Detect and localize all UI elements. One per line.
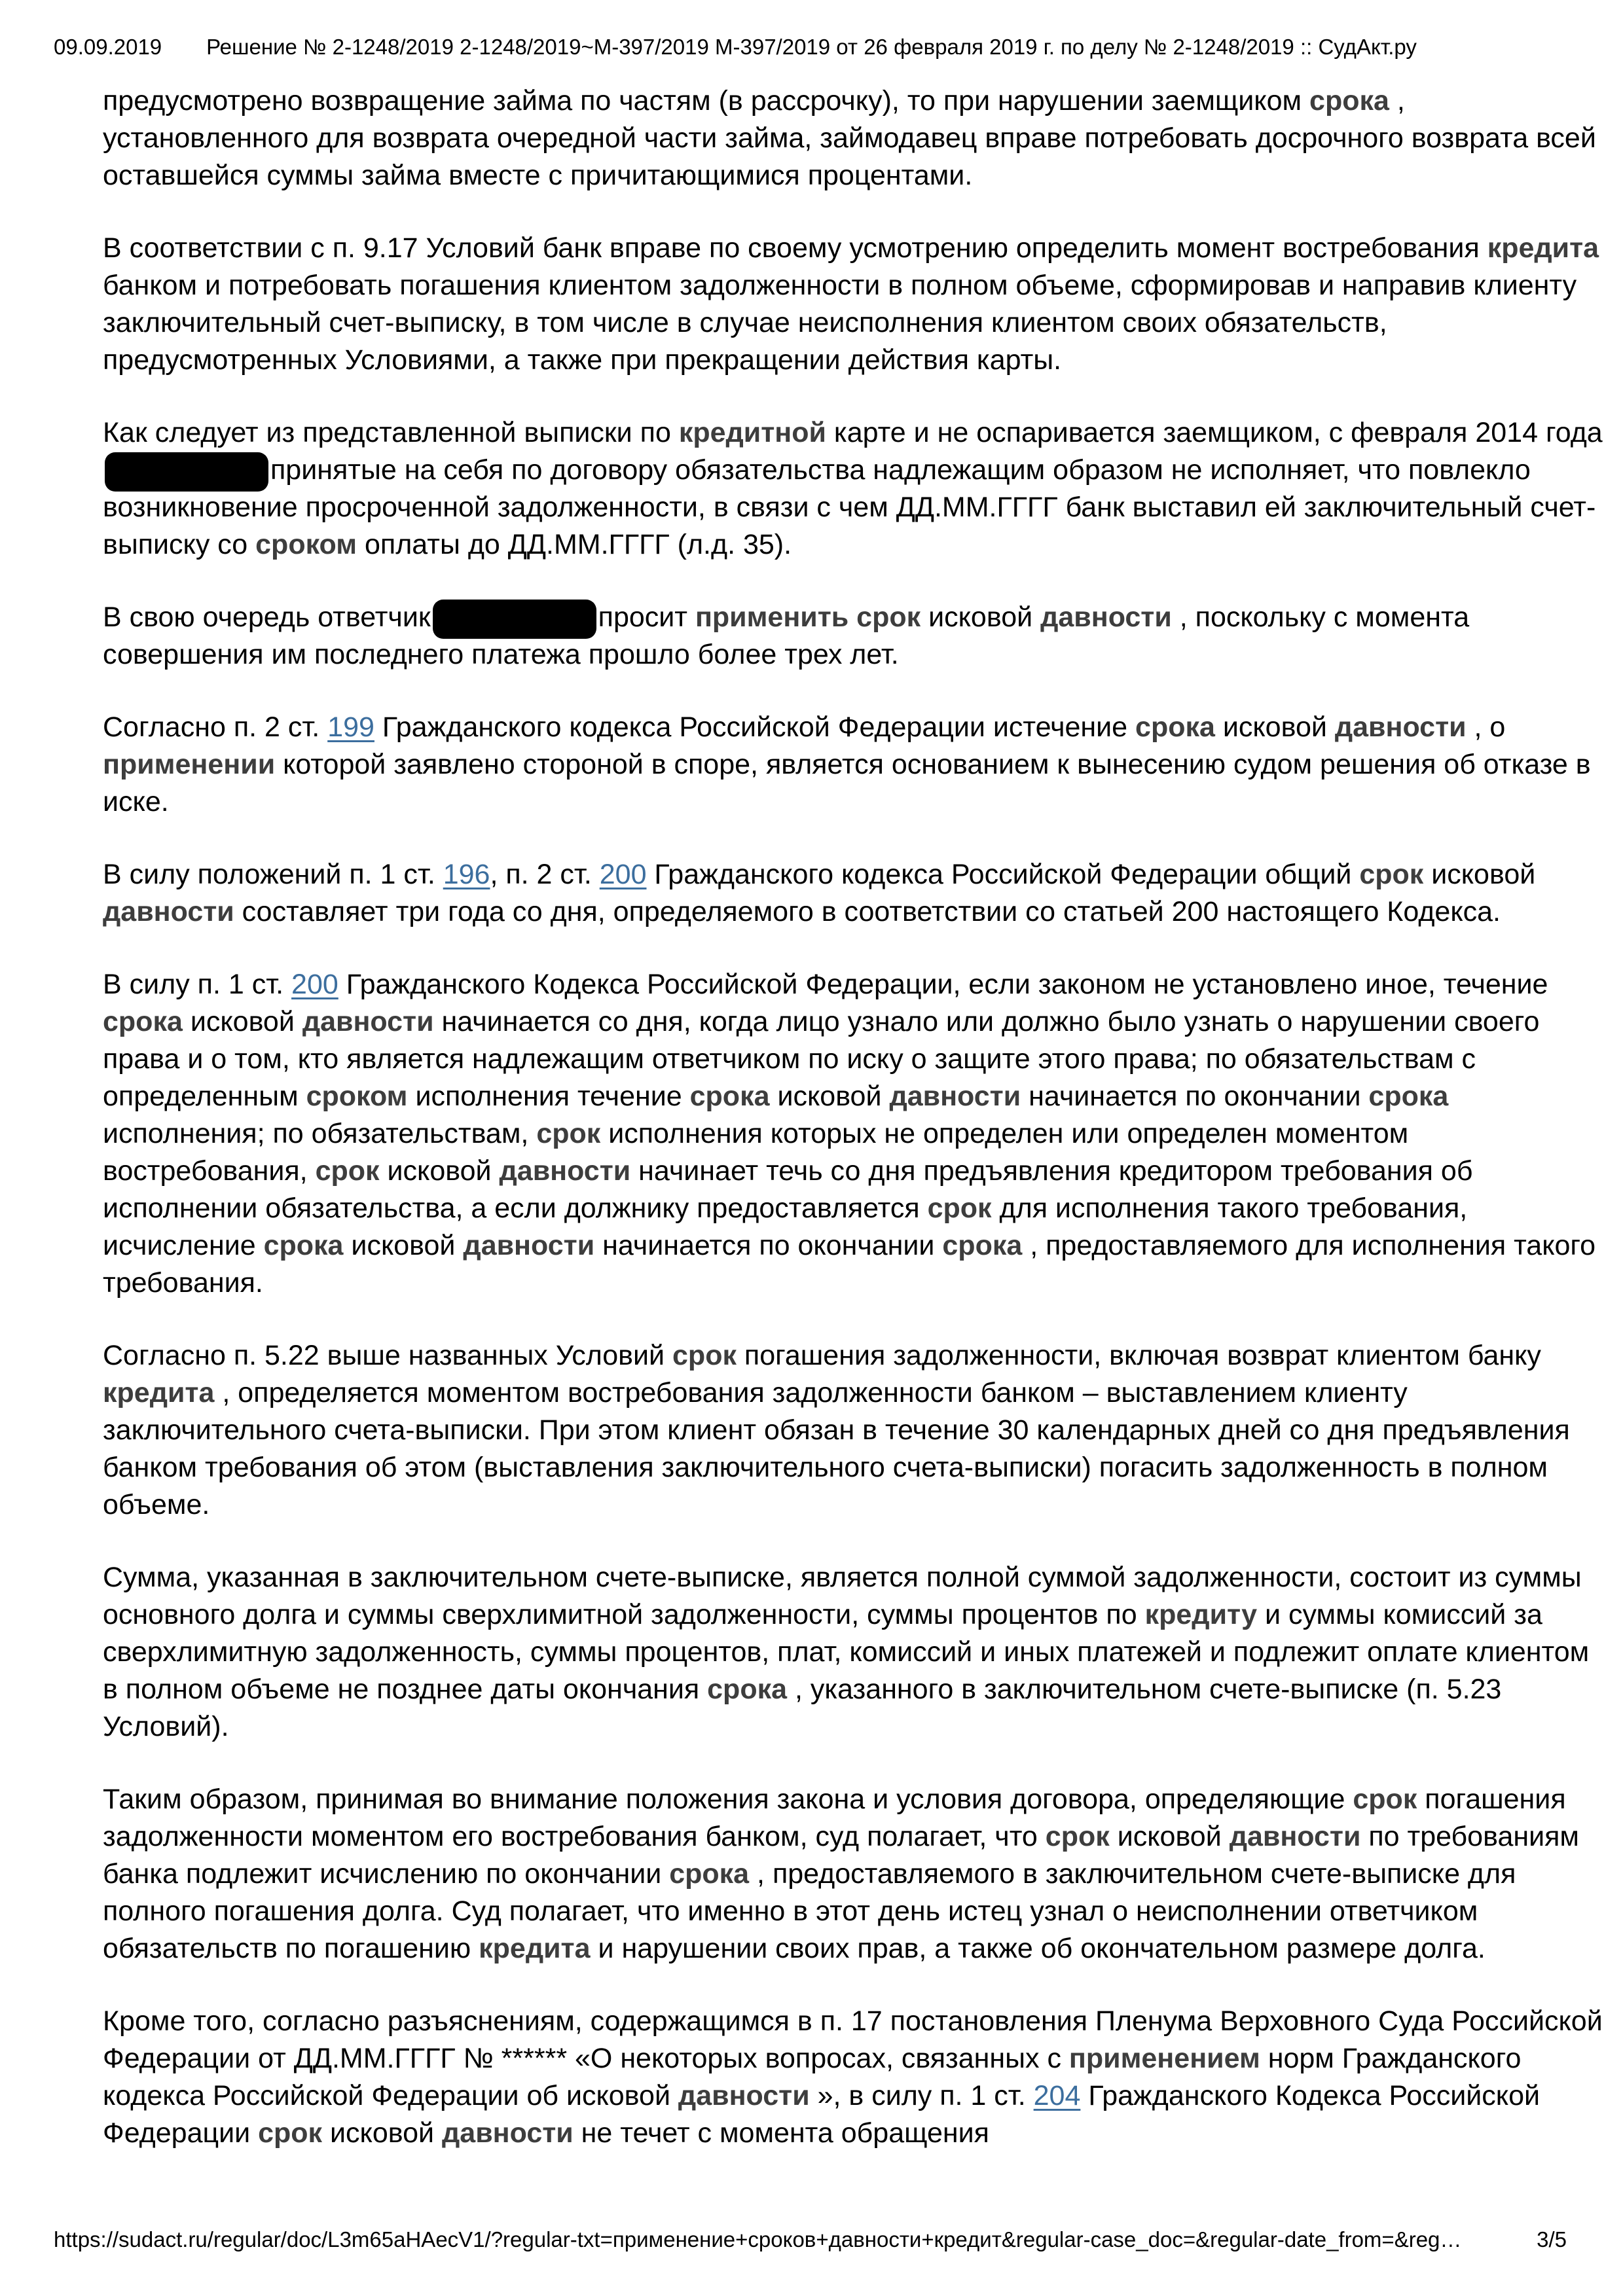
highlighted-term: срок <box>258 2117 323 2149</box>
highlighted-term: применении <box>103 749 276 780</box>
highlighted-term: срок <box>1353 1784 1417 1815</box>
highlighted-term: срок <box>1045 1821 1110 1852</box>
highlighted-term: кредитной <box>678 417 826 448</box>
highlighted-term: давности <box>103 896 234 927</box>
highlighted-term: срока <box>669 1858 750 1890</box>
text-run: исполнения течение <box>407 1081 690 1112</box>
text-run: банком и потребовать погашения клиентом задолженности в полном объеме, сформировав и направив клиенту заключительный счет-выписку, в том числе в случае неисполнения клиентом своих обязательств, предусмотренных Условиями, а также при прекращении действия карты. <box>103 270 1577 376</box>
document-body <box>103 82 1603 2187</box>
highlighted-term: давности <box>889 1081 1021 1112</box>
text-run: просит <box>598 601 695 633</box>
paragraph <box>103 1781 1603 1967</box>
text-run: для исполнения такого требования, исчисление <box>103 1193 1468 1261</box>
print-date: 09.09.2019 <box>54 35 162 59</box>
highlighted-term: срока <box>1135 711 1215 743</box>
highlighted-term: срока <box>942 1230 1023 1261</box>
text-run: исковой <box>769 1081 890 1112</box>
text-run: исковой <box>182 1006 302 1037</box>
text-run: , установленного для возврата очередной части займа, займодавец вправе потребовать досрочного возврата всей оставшейся суммы займа вместе с причитающимися процентами. <box>103 85 1596 191</box>
text-run: начинается по окончании <box>594 1230 943 1261</box>
highlighted-term: применением <box>1068 2043 1260 2074</box>
text-run: В силу п. 1 ст. <box>103 969 292 1000</box>
text-run: и суммы комиссий за сверхлимитную задолженность, суммы процентов, плат, комиссий и иных платежей и подлежит оплате клиентом в полном объеме не позднее даты окончания <box>103 1599 1590 1705</box>
text-run: Гражданского Кодекса Российской Федерации, если законом не установлено иное, течение <box>338 969 1548 1000</box>
highlighted-term: срок <box>536 1118 601 1149</box>
text-run: исковой <box>1214 711 1335 743</box>
text-run: Сумма, указанная в заключительном счете-выписке, является полной суммой задолженности, состоит из суммы основного долга и суммы сверхлимитной задолженности, суммы процентов по <box>103 1562 1582 1630</box>
text-run: Как следует из представленной выписки по <box>103 417 679 448</box>
highlighted-term: давности <box>499 1155 631 1187</box>
text-run: В соответствии с п. 9.17 Условий банк вправе по своему усмотрению определить момент востребования <box>103 232 1487 264</box>
text-run: В свою очередь ответчик <box>103 601 431 633</box>
highlighted-term: давности <box>678 2080 810 2111</box>
text-run: исполнения; по обязательствам, <box>103 1118 537 1149</box>
text-run: Гражданского Кодекса Российской Федерации <box>103 2080 1541 2149</box>
text-run: не течет с момента обращения <box>573 2117 989 2149</box>
highlighted-term: кредита <box>103 1377 215 1408</box>
highlighted-term: давности <box>463 1230 595 1261</box>
page-indicator: 3/5 <box>1537 2227 1567 2251</box>
paragraph <box>103 2003 1603 2152</box>
text-run: Согласно п. 2 ст. <box>103 711 328 743</box>
highlighted-term: срока <box>707 1674 788 1705</box>
text-run: , п. 2 ст. <box>490 859 600 890</box>
text-run: которой заявлено стороной в споре, является основанием к вынесению судом решения об отказе в иске. <box>103 749 1591 817</box>
article-link[interactable]: 204 <box>1033 2080 1081 2111</box>
footer-url: https://sudact.ru/regular/doc/L3m65aHAecV1/?regular-txt=применение+сроков+давности+кредит&regular-case_doc=&regular-date_from=&reg… <box>54 2227 1462 2251</box>
paragraph <box>103 856 1603 931</box>
highlighted-term: давности <box>1229 1821 1361 1852</box>
text-run: норм Гражданского кодекса Российской Федерации об исковой <box>103 2043 1522 2111</box>
text-run: исковой <box>1423 859 1536 890</box>
highlighted-term: срока <box>1309 85 1389 117</box>
text-run: исполнения которых не определен или определен моментом востребования, <box>103 1118 1409 1187</box>
text-run: , определяется моментом востребования задолженности банком – выставлением клиенту заключительного счета-выписки. При этом клиент обязан в течение 30 календарных дней со дня предъявления банком требования об этом (выставления заключительного счета-выписки) погасить задолженность в полном объеме. <box>103 1377 1570 1520</box>
highlighted-term: сроком <box>255 529 357 560</box>
text-run: , указанного в заключительном счете-выписке (п. 5.23 Условий). <box>103 1674 1502 1742</box>
highlighted-term: срок <box>315 1155 380 1187</box>
text-run: Гражданского кодекса Российской Федерации истечение <box>374 711 1136 743</box>
text-run: », в силу п. 1 ст. <box>809 2080 1034 2111</box>
text-run: , предоставляемого в заключительном счете-выписке для полного погашения долга. Суд полагает, что именно в этот день истец узнал о неисполнении ответчиком обязательств по погашению <box>103 1858 1516 1964</box>
article-link[interactable]: 199 <box>327 711 374 743</box>
redaction-box <box>433 600 596 639</box>
text-run: начинает течь со дня предъявления кредитором требования об исполнении обязательства, а если должнику предоставляется <box>103 1155 1473 1224</box>
print-footer <box>0 2224 1623 2255</box>
text-run: исковой <box>379 1155 500 1187</box>
text-run: начинается по окончании <box>1021 1081 1369 1112</box>
highlighted-term: срока <box>263 1230 344 1261</box>
highlighted-term: срок <box>1359 859 1424 890</box>
text-run: В силу положений п. 1 ст. <box>103 859 443 890</box>
highlighted-term: давности <box>302 1006 434 1037</box>
text-run: карте и не оспаривается заемщиком, с февраля 2014 года <box>826 417 1603 448</box>
text-run: исковой <box>322 2117 442 2149</box>
text-run: предусмотрено возвращение займа по частям (в рассрочку), то при нарушении заемщиком <box>103 85 1310 117</box>
text-run: погашения задолженности моментом его востребования банком, суд полагает, что <box>103 1784 1566 1852</box>
highlighted-term: срок <box>672 1340 737 1371</box>
highlighted-term: давности <box>1040 601 1172 633</box>
print-header <box>0 31 1623 63</box>
text-run: , поскольку с момента совершения им последнего платежа прошло более трех лет. <box>103 601 1470 670</box>
paragraph <box>103 966 1603 1302</box>
text-run: составляет три года со дня, определяемого в соответствии со статьей 200 настоящего Кодекса. <box>234 896 1501 927</box>
text-run: Согласно п. 5.22 выше названных Условий <box>103 1340 673 1371</box>
highlighted-term: давности <box>442 2117 574 2149</box>
highlighted-term: давности <box>1334 711 1467 743</box>
text-run: Гражданского кодекса Российской Федерации общий <box>646 859 1360 890</box>
highlighted-term: срок <box>927 1193 992 1224</box>
redaction-box <box>105 452 268 492</box>
text-run: исковой <box>343 1230 464 1261</box>
highlighted-term: сроком <box>306 1081 408 1112</box>
paragraph <box>103 599 1603 673</box>
text-run: начинается со дня, когда лицо узнало или должно было узнать о нарушении своего права и о том, кто является надлежащим ответчиком по иску о защите этого права; по обязательствам с определенным <box>103 1006 1540 1112</box>
article-link[interactable]: 200 <box>291 969 338 1000</box>
highlighted-term: срока <box>103 1006 183 1037</box>
print-title: Решение № 2-1248/2019 2-1248/2019~М-397/2019 М-397/2019 от 26 февраля 2019 г. по делу № 2-1248/2019 :: СудАкт.ру <box>206 35 1417 59</box>
article-link[interactable]: 200 <box>599 859 647 890</box>
highlighted-term: кредита <box>1487 232 1599 264</box>
text-run: , предоставляемого для исполнения такого требования. <box>103 1230 1596 1299</box>
highlighted-term: применить срок <box>695 601 921 633</box>
text-run: по требованиям банка подлежит исчислению по окончании <box>103 1821 1579 1890</box>
text-run: исковой <box>921 601 1041 633</box>
text-run: погашения задолженности, включая возврат клиентом банку <box>736 1340 1541 1371</box>
paragraph <box>103 414 1603 564</box>
text-run: принятые на себя по договору обязательства надлежащим образом не исполняет, что повлекло возникновение просроченной задолженности, в связи с чем ДД.ММ.ГГГГ банк выставил ей заключительный счет-выписку со <box>103 454 1596 560</box>
paragraph <box>103 82 1603 194</box>
highlighted-term: кредита <box>479 1933 591 1964</box>
paragraph <box>103 1337 1603 1524</box>
text-run: , о <box>1466 711 1506 743</box>
highlighted-term: срока <box>689 1081 770 1112</box>
paragraph <box>103 1559 1603 1746</box>
highlighted-term: кредиту <box>1144 1599 1258 1630</box>
article-link[interactable]: 196 <box>443 859 490 890</box>
text-run: Кроме того, согласно разъяснениям, содержащимся в п. 17 постановления Пленума Верховного Суда Российской Федерации от ДД.ММ.ГГГГ № ****** «О некоторых вопросах, связанных с <box>103 2005 1603 2074</box>
highlighted-term: срока <box>1368 1081 1449 1112</box>
paragraph <box>103 230 1603 379</box>
text-run: оплаты до ДД.ММ.ГГГГ (л.д. 35). <box>357 529 792 560</box>
text-run: и нарушении своих прав, а также об окончательном размере долга. <box>590 1933 1486 1964</box>
paragraph <box>103 709 1603 821</box>
text-run: исковой <box>1109 1821 1230 1852</box>
text-run: Таким образом, принимая во внимание положения закона и условия договора, определяющие <box>103 1784 1353 1815</box>
